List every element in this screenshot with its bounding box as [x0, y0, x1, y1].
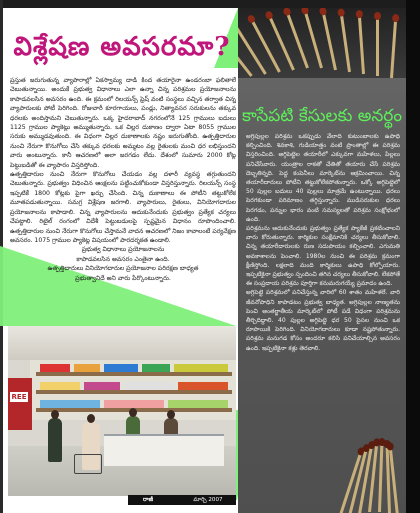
photo-person-head	[87, 414, 95, 423]
matchstick	[322, 11, 337, 70]
photo-red-banner	[8, 378, 32, 430]
photo-products	[178, 382, 228, 390]
photo-products	[124, 382, 174, 390]
photo-products	[104, 400, 164, 408]
photo-person-head	[167, 410, 175, 419]
photo-shelf-1	[36, 372, 232, 376]
right-paragraph-2: పరిశ్రమను ఆదుకునేందుకు ప్రభుత్వం ప్రత్యేక ప్యాకేజీ ప్రకటించాలని వారు కోరుతున్నారు. కార్మికుల సంక్షేమానికి చర్యలు తీసుకోవాలి. చిన్న తయారీదారులకు రుణ సదుపాయం కల్పించాలి. ఎగుమతి అవకాశాలను పెంచాలి. 1980ల నుంచి ఈ పరిశ్రమ క్రమంగా క్షీణిస్తోంది. లక్షలాది మంది కార్మికులు ఉపాధి కోల్పోయారు. ఇప్పటికైనా ప్రభుత్వం స్పందించి తగిన చర్యలు తీసుకోవాలి. లేకపోతే ఈ సంప్రదాయ పరిశ్రమ పూర్తిగా కనుమరుగయ్యే ప్రమాదం ఉంది.	[246, 225, 400, 288]
matchsticks-image-bottom	[238, 438, 406, 513]
photo-shelf-2	[36, 390, 232, 394]
photo-products	[174, 364, 228, 372]
photo-banner-text: REE	[11, 393, 27, 401]
left-closing-4: ప్రభుత్వానిదే అని వారు పేర్కొంటున్నారు.	[75, 274, 171, 282]
matchsticks-image-top	[238, 8, 406, 78]
photo-products	[40, 364, 70, 372]
photo-products	[142, 364, 170, 372]
matchstick	[376, 16, 379, 76]
photo-person-head	[51, 410, 59, 419]
photo-counter	[104, 434, 224, 466]
photo-products	[104, 364, 138, 372]
footer-magazine-name: రాజీ	[142, 496, 153, 503]
photo-shopping-cart	[74, 454, 102, 474]
left-paragraph-1: ప్రస్తుత జరుగుతున్న వ్యాపారాల్లో ఏకస్వామ్య దాడి కింద తయారైనా ఉండరంబా ఫలితాలే చెబుతున్నాయి. అందుకే ప్రభుత్వ విధానాలు ఎలా ఉన్నా చిన్న పరిశ్రమల ప్రయోజనాలను కాపాడవలసిన అవసరం ఉంది. ఈ క్రమంలో రిలయన్స్ ఫ్రెష్ వంటి సంస్థలు వచ్చిన తర్వాత చిన్న వ్యాపారులకు పోటీ పెరిగింది. రోజువారీ కూరగాయలు, పండ్లు, నిత్యావసర సరుకులను తక్కువ ధరలకు అందిస్తామని చెబుతున్నారు. ఒక్క హైదరాబాద్ నగరంలోనే 125 గ్రాములు బదులు 1125 గ్రాముల ప్యాకెట్లు అమ్ముతున్నారు. ఒక చిల్లర దుకాణం ద్వారా ఏటా 8055 గ్రాముల సరుకు అమ్ముడవుతుంది. ఈ విధంగా చిల్లర దుకాణాలకు నష్టం జరుగుతోంది. ఉత్పత్తిదారుల నుంచి నేరుగా కొనుగోలు చేసి తక్కువ ధరలకు అమ్మటం వల్ల రైతులకు మంచి ధర లభిస్తుందని వారు అంటున్నారు. కానీ ఆచరణలో అలా జరగడం లేదు. దేశంలో సుమారు 2000 కోట్ల పెట్టుబడితో ఈ వ్యాపారం విస్తరిస్తోంది.	[10, 77, 236, 169]
photo-person	[48, 418, 62, 462]
left-closing-2: కాపాడవలసిన అవసరం ఎంతైనా ఉంది.	[76, 255, 170, 263]
left-article-body	[10, 76, 236, 324]
matchstick	[378, 442, 383, 512]
photo-person-head	[129, 408, 137, 417]
photo-ceiling	[8, 326, 236, 360]
left-headline: విశ్లేషణ అవసరమా?	[13, 32, 231, 62]
left-closing-3: ఉత్పత్తిదారులు వినియోగదారుల ప్రయోజనాల పరిరక్షణ బాధ్యత	[47, 265, 199, 273]
photo-products	[168, 400, 228, 408]
right-headline: కాసేపటి కేసులకు అనర్థం	[241, 106, 403, 126]
photo-products	[74, 364, 100, 372]
photo-products	[84, 382, 120, 390]
matchstick	[304, 10, 323, 69]
photo-products	[40, 400, 100, 408]
matchstick	[358, 14, 365, 74]
right-paragraph-3: అగ్గిపెట్టె పరిశ్రమలో పనిచేస్తున్న వారిలో 60 శాతం మహిళలే. వారి జీవనోపాధిని కాపాడటం ప్రభుత్వ బాధ్యత. అగ్గిపుల్లల నాణ్యతను పెంచి అంతర్జాతీయ మార్కెట్‌లో పోటీ పడే విధంగా పరిశ్రమను తీర్చిదిద్దాలి. 40 పుల్లల అగ్గిపెట్టె ధర 50 పైసల నుంచి ఒక రూపాయికి పెరిగింది. వినియోగదారులు కూడా నష్టపోతున్నారు. పరిశ్రమ మనుగడ కోసం అందరూ కలిసి పనిచేయాల్సిన అవసరం ఉంది. ఇప్పటికైనా కళ్లు తెరవాలి.	[246, 289, 400, 352]
right-border	[406, 0, 420, 513]
left-article	[8, 10, 236, 500]
supermarket-photo	[8, 326, 236, 496]
left-paragraph-2: ఉత్పత్తిదారుల నుంచి నేరుగా కొనుగోలు చేయడం వల్ల దళారీ వ్యవస్థ తగ్గుతుందని చెబుతున్నారు. ప్రభుత్వం విధించిన ఆంక్షలను పట్టించుకోకుండా విస్తరిస్తున్నారు. రిలయన్స్ సంస్థ ఇప్పటికే 1800 కోట్లకు పైగా ఖర్చు చేసింది. చిన్న దుకాణాలు ఈ పోటీని తట్టుకోలేక మూతపడుతున్నాయి. సమగ్ర విశ్లేషణ జరగాలి. వ్యాపారులు, రైతులు, వినియోగదారుల ప్రయోజనాలను కాపాడాలి. చిన్న వ్యాపారులను ఆదుకునేందుకు ప్రభుత్వం ప్రత్యేక చర్యలు చేపట్టాలి. రిటైల్ రంగంలో విదేశీ పెట్టుబడులపై స్పష్టమైన విధానం రూపొందించాలి. ఉత్పత్తిదారుల నుంచి నేరుగా కొనుగోలు చేస్తామనే వాదన ఆచరణలో నిజం కావాలంటే పర్యవేక్షణ అవసరం. 1075 గ్రాముల ప్యాకెట్ల విషయంలో పారదర్శకత ఉండాలి.	[10, 171, 236, 244]
matchstick	[340, 12, 351, 72]
left-closing-1: ప్రభుత్వ విధానాలు ప్రయోజనాలను	[81, 246, 165, 254]
matchstick	[390, 18, 397, 78]
footer-date: మార్చి 2007	[193, 497, 223, 503]
photo-products	[40, 382, 80, 390]
right-paragraph-1: అగ్గిపుల్లల పరిశ్రమ ఒకప్పుడు వేలాది కుటుంబాలకు ఉపాధి కల్పించింది. శివకాశి, గుడియాత్తం వంటి ప్రాంతాల్లో ఈ పరిశ్రమ విస్తరించింది. అగ్గిపెట్టెల తయారీలో ఎక్కువగా మహిళలు, పిల్లలు పనిచేసేవారు. యంత్రాల రాకతో చేతితో తయారు చేసే పరిశ్రమ దెబ్బతిన్నది. పెద్ద కంపెనీలు మార్కెట్‌ను ఆక్రమించాయి. చిన్న తయారీదారులు పోటీని తట్టుకోలేకపోతున్నారు. ఒక్కో అగ్గిపెట్టెలో 50 పుల్లల బదులు 40 పుల్లలు మాత్రమే ఉంటున్నాయి. ధరలు పెరగకుండా పరిమాణం తగ్గిస్తున్నారు. ముడిసరుకుల ధరలు పెరగడం, పన్నుల భారం వంటి సమస్యలతో పరిశ్రమ సంక్షోభంలో ఉంది.	[246, 133, 400, 223]
top-border	[0, 0, 420, 8]
